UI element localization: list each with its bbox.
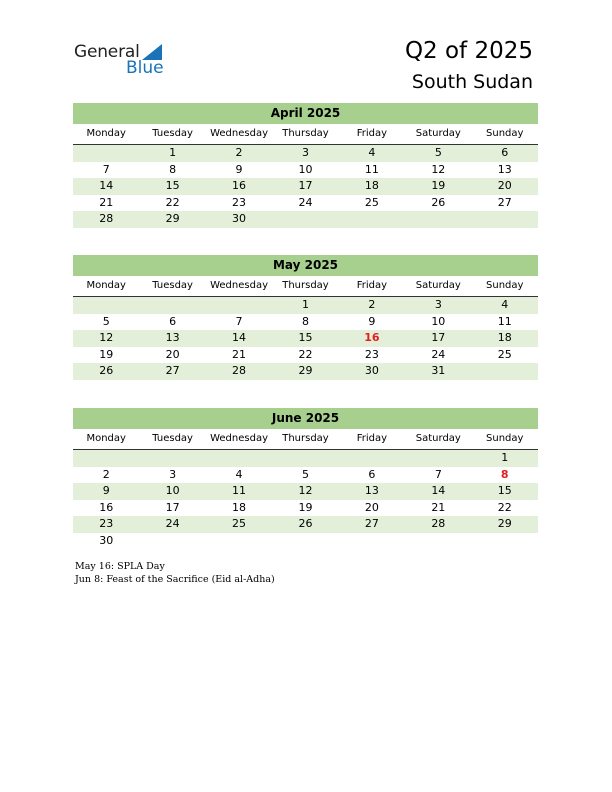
day-cell: 1 — [301, 298, 309, 311]
day-cell: 19 — [431, 179, 446, 192]
day-cell: 21 — [99, 195, 114, 209]
day-cell: 21 — [232, 347, 247, 361]
day-cell: 22 — [497, 500, 512, 514]
week-row — [73, 500, 538, 517]
day-cell: 24 — [298, 195, 313, 209]
day-cell: 7 — [102, 162, 110, 176]
day-cell: 28 — [99, 212, 114, 225]
day-cell: 2 — [102, 467, 110, 481]
day-cell — [73, 297, 139, 314]
month-title: June 2025 — [73, 408, 538, 429]
week-row — [73, 467, 538, 484]
day-cell: 17 — [431, 331, 446, 344]
day-cell: 26 — [298, 517, 313, 530]
day-cell — [139, 450, 205, 467]
day-cell: 16 — [99, 500, 114, 514]
holiday-note: Jun 8: Feast of the Sacrifice (Eid al-Adha) — [75, 574, 275, 585]
weekday-label: Monday — [86, 128, 126, 139]
holiday-notes — [75, 560, 275, 586]
holiday-note: May 16: SPLA Day — [75, 561, 165, 572]
weekday-label: Friday — [356, 433, 388, 444]
day-cell: 24 — [165, 517, 180, 530]
month-calendar — [73, 408, 538, 549]
day-cell: 24 — [431, 347, 446, 361]
day-cell: 13 — [364, 484, 379, 497]
weekday-label: Sunday — [486, 280, 524, 291]
day-cell — [472, 533, 538, 550]
day-cell: 19 — [298, 500, 313, 514]
day-cell: 10 — [298, 162, 313, 176]
day-cell: 14 — [99, 179, 114, 192]
day-cell: 17 — [298, 179, 313, 192]
day-cell — [139, 297, 205, 314]
day-cell: 4 — [368, 146, 376, 159]
day-cell: 5 — [102, 314, 110, 328]
weekday-label: Tuesday — [152, 128, 193, 139]
weekday-label: Friday — [356, 128, 388, 139]
day-cell: 25 — [232, 517, 247, 530]
day-cell — [73, 450, 139, 467]
week-row — [73, 162, 538, 179]
day-cell — [272, 533, 338, 550]
day-cell: 3 — [434, 298, 442, 311]
week-row — [73, 533, 538, 550]
page-subtitle: South Sudan — [411, 71, 533, 93]
day-cell: 30 — [364, 364, 379, 377]
day-cell: 18 — [364, 179, 379, 192]
day-cell: 25 — [497, 347, 512, 361]
logo-text-general: General — [74, 42, 140, 62]
day-cell: 30 — [99, 533, 114, 547]
day-cell: 11 — [232, 484, 247, 497]
day-cell: 6 — [501, 146, 509, 159]
day-cell: 23 — [364, 347, 379, 361]
week-row — [73, 211, 538, 228]
day-cell: 31 — [431, 364, 446, 377]
day-cell: 6 — [368, 467, 376, 481]
month-calendar — [73, 103, 538, 228]
day-cell: 1 — [169, 146, 177, 159]
day-cell: 10 — [165, 484, 180, 497]
day-cell — [206, 297, 272, 314]
day-cell: 11 — [364, 162, 379, 176]
week-row — [73, 145, 538, 162]
day-cell: 19 — [99, 347, 114, 361]
day-cell: 15 — [298, 331, 313, 344]
day-cell: 2 — [235, 146, 243, 159]
day-cell — [339, 211, 405, 228]
day-cell — [206, 450, 272, 467]
month-title: April 2025 — [73, 103, 538, 124]
weekday-label: Wednesday — [210, 433, 268, 444]
day-cell: 16 — [364, 331, 380, 344]
day-cell: 8 — [500, 467, 509, 481]
week-row — [73, 483, 538, 500]
day-cell: 7 — [235, 314, 243, 328]
day-cell: 3 — [169, 467, 177, 481]
week-row — [73, 314, 538, 331]
week-row — [73, 363, 538, 380]
weekday-header-row — [73, 276, 538, 297]
day-cell: 20 — [364, 500, 379, 514]
weekday-label: Sunday — [486, 433, 524, 444]
day-cell: 22 — [165, 195, 180, 209]
day-cell: 27 — [364, 517, 379, 530]
page-title: Q2 of 2025 — [404, 38, 533, 64]
weekday-label: Tuesday — [152, 280, 193, 291]
day-cell: 17 — [165, 500, 180, 514]
day-cell: 5 — [434, 146, 442, 159]
day-cell — [139, 533, 205, 550]
day-cell: 30 — [232, 212, 247, 225]
weekday-label: Saturday — [415, 280, 461, 291]
day-cell: 11 — [497, 314, 512, 328]
week-row — [73, 178, 538, 195]
weekday-label: Sunday — [486, 128, 524, 139]
day-cell — [472, 211, 538, 228]
weekday-header-row — [73, 124, 538, 145]
weekday-label: Monday — [86, 280, 126, 291]
weekday-label: Thursday — [282, 433, 329, 444]
day-cell: 21 — [431, 500, 446, 514]
day-cell — [405, 533, 471, 550]
day-cell: 28 — [232, 364, 247, 377]
day-cell: 4 — [501, 298, 509, 311]
day-cell — [472, 363, 538, 380]
weekday-label: Saturday — [415, 128, 461, 139]
day-cell — [339, 533, 405, 550]
day-cell: 20 — [497, 179, 512, 192]
day-cell: 29 — [165, 212, 180, 225]
weekday-label: Thursday — [282, 128, 329, 139]
logo — [74, 42, 174, 78]
day-cell — [206, 533, 272, 550]
day-cell: 28 — [431, 517, 446, 530]
day-cell: 23 — [232, 195, 247, 209]
day-cell: 1 — [501, 451, 509, 464]
weekday-label: Wednesday — [210, 280, 268, 291]
weekday-label: Wednesday — [210, 128, 268, 139]
day-cell: 10 — [431, 314, 446, 328]
day-cell — [73, 145, 139, 162]
day-cell: 9 — [235, 162, 243, 176]
day-cell: 29 — [298, 364, 313, 377]
day-cell: 26 — [99, 364, 114, 377]
day-cell — [405, 450, 471, 467]
weekday-label: Saturday — [415, 433, 461, 444]
day-cell: 25 — [364, 195, 379, 209]
day-cell: 15 — [497, 484, 512, 497]
logo-text-blue: Blue — [126, 58, 164, 78]
day-cell — [405, 211, 471, 228]
weekday-header-row — [73, 429, 538, 450]
day-cell: 26 — [431, 195, 446, 209]
day-cell: 14 — [431, 484, 446, 497]
day-cell: 6 — [169, 314, 177, 328]
day-cell: 20 — [165, 347, 180, 361]
day-cell: 29 — [497, 517, 512, 530]
day-cell: 8 — [301, 314, 309, 328]
day-cell: 3 — [301, 146, 309, 159]
day-cell: 9 — [368, 314, 376, 328]
day-cell: 4 — [235, 467, 243, 481]
day-cell: 14 — [232, 331, 247, 344]
week-row — [73, 347, 538, 364]
day-cell — [272, 211, 338, 228]
weekday-label: Monday — [86, 433, 126, 444]
day-cell: 22 — [298, 347, 313, 361]
day-cell: 2 — [368, 298, 376, 311]
weekday-label: Thursday — [282, 280, 329, 291]
day-cell: 18 — [232, 500, 247, 514]
day-cell: 9 — [102, 484, 110, 497]
day-cell: 12 — [431, 162, 446, 176]
day-cell: 15 — [165, 179, 180, 192]
day-cell — [272, 450, 338, 467]
day-cell: 12 — [99, 331, 114, 344]
weekday-label: Friday — [356, 280, 388, 291]
day-cell: 8 — [169, 162, 177, 176]
week-row — [73, 450, 538, 467]
day-cell: 12 — [298, 484, 313, 497]
weekday-label: Tuesday — [152, 433, 193, 444]
month-calendar — [73, 255, 538, 380]
day-cell: 5 — [301, 467, 309, 481]
day-cell: 23 — [99, 517, 114, 530]
day-cell: 13 — [165, 331, 180, 344]
week-row — [73, 330, 538, 347]
week-row — [73, 516, 538, 533]
day-cell: 13 — [497, 162, 512, 176]
day-cell: 16 — [232, 179, 247, 192]
day-cell: 27 — [497, 195, 512, 209]
week-row — [73, 195, 538, 212]
month-title: May 2025 — [73, 255, 538, 276]
day-cell: 18 — [497, 331, 512, 344]
week-row — [73, 297, 538, 314]
day-cell: 27 — [165, 364, 180, 377]
day-cell: 7 — [434, 467, 442, 481]
day-cell — [339, 450, 405, 467]
